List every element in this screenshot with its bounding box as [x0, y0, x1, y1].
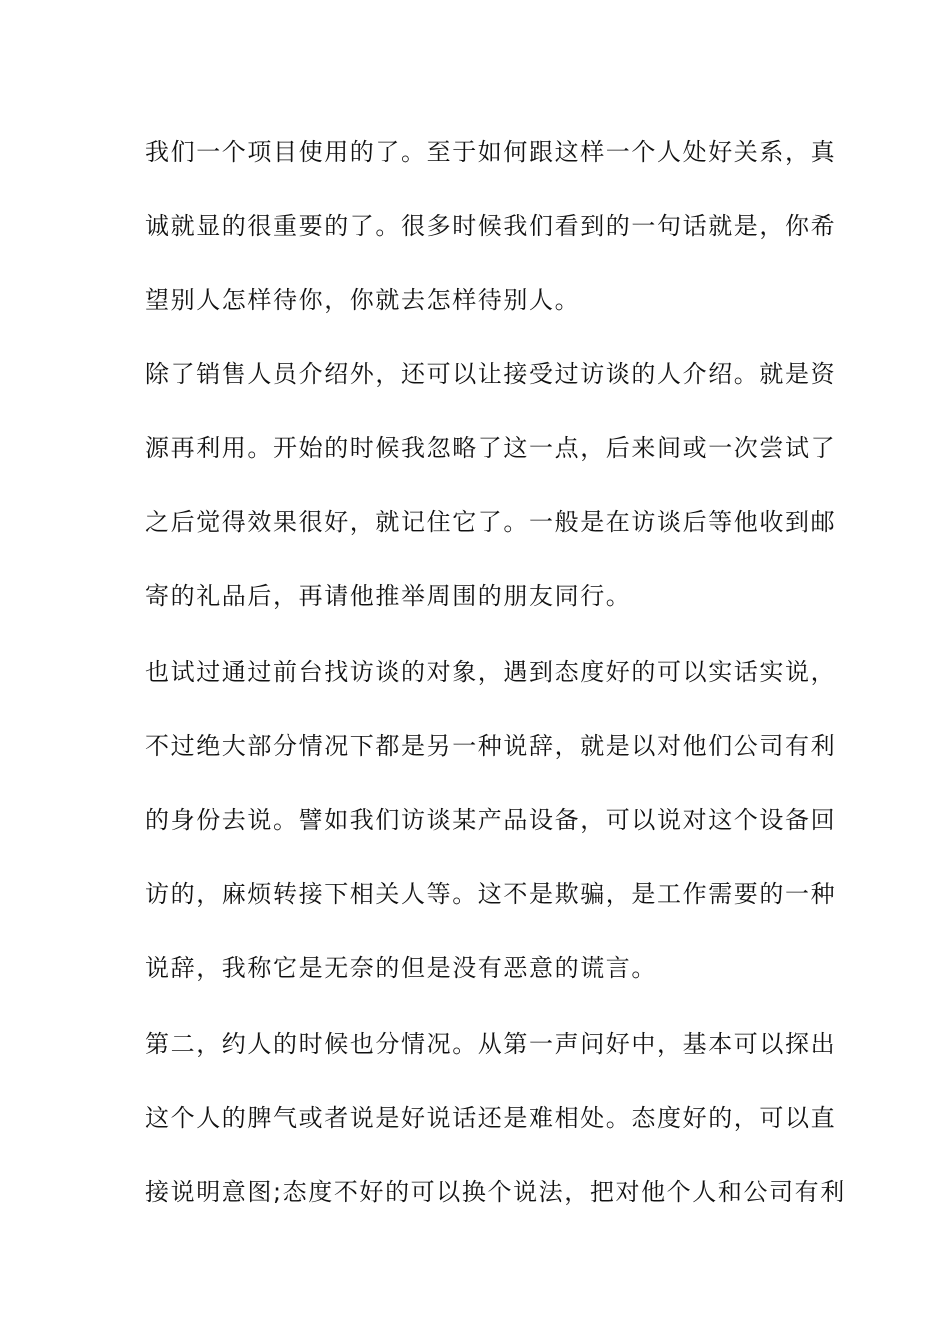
text-line: 之后觉得效果很好，就记住它了。一般是在访谈后等他收到邮: [145, 508, 837, 536]
text-line: 也试过通过前台找访谈的对象，遇到态度好的可以实话实说，: [145, 658, 837, 686]
text-line: 说辞，我称它是无奈的但是没有恶意的谎言。: [145, 954, 657, 982]
text-line: 寄的礼品后，再请他推举周围的朋友同行。: [145, 582, 632, 610]
text-line: 不过绝大部分情况下都是另一种说辞，就是以对他们公司有利: [145, 732, 837, 760]
text-line: 第二，约人的时候也分情况。从第一声问好中，基本可以探出: [145, 1030, 837, 1058]
text-line: 的身份去说。譬如我们访谈某产品设备，可以说对这个设备回: [145, 806, 837, 834]
text-line: 这个人的脾气或者说是好说话还是难相处。态度好的，可以直: [145, 1104, 837, 1132]
text-line: 接说明意图;态度不好的可以换个说法，把对他个人和公司有利: [145, 1178, 846, 1206]
text-line: 诚就显的很重要的了。很多时候我们看到的一句话就是，你希: [145, 212, 837, 240]
text-line: 访的，麻烦转接下相关人等。这不是欺骗，是工作需要的一种: [145, 880, 837, 908]
text-line: 除了销售人员介绍外，还可以让接受过访谈的人介绍。就是资: [145, 360, 837, 388]
text-line: 我们一个项目使用的了。至于如何跟这样一个人处好关系，真: [145, 138, 837, 166]
text-line: 源再利用。开始的时候我忽略了这一点，后来间或一次尝试了: [145, 434, 837, 462]
text-line: 望别人怎样待你，你就去怎样待别人。: [145, 286, 581, 314]
